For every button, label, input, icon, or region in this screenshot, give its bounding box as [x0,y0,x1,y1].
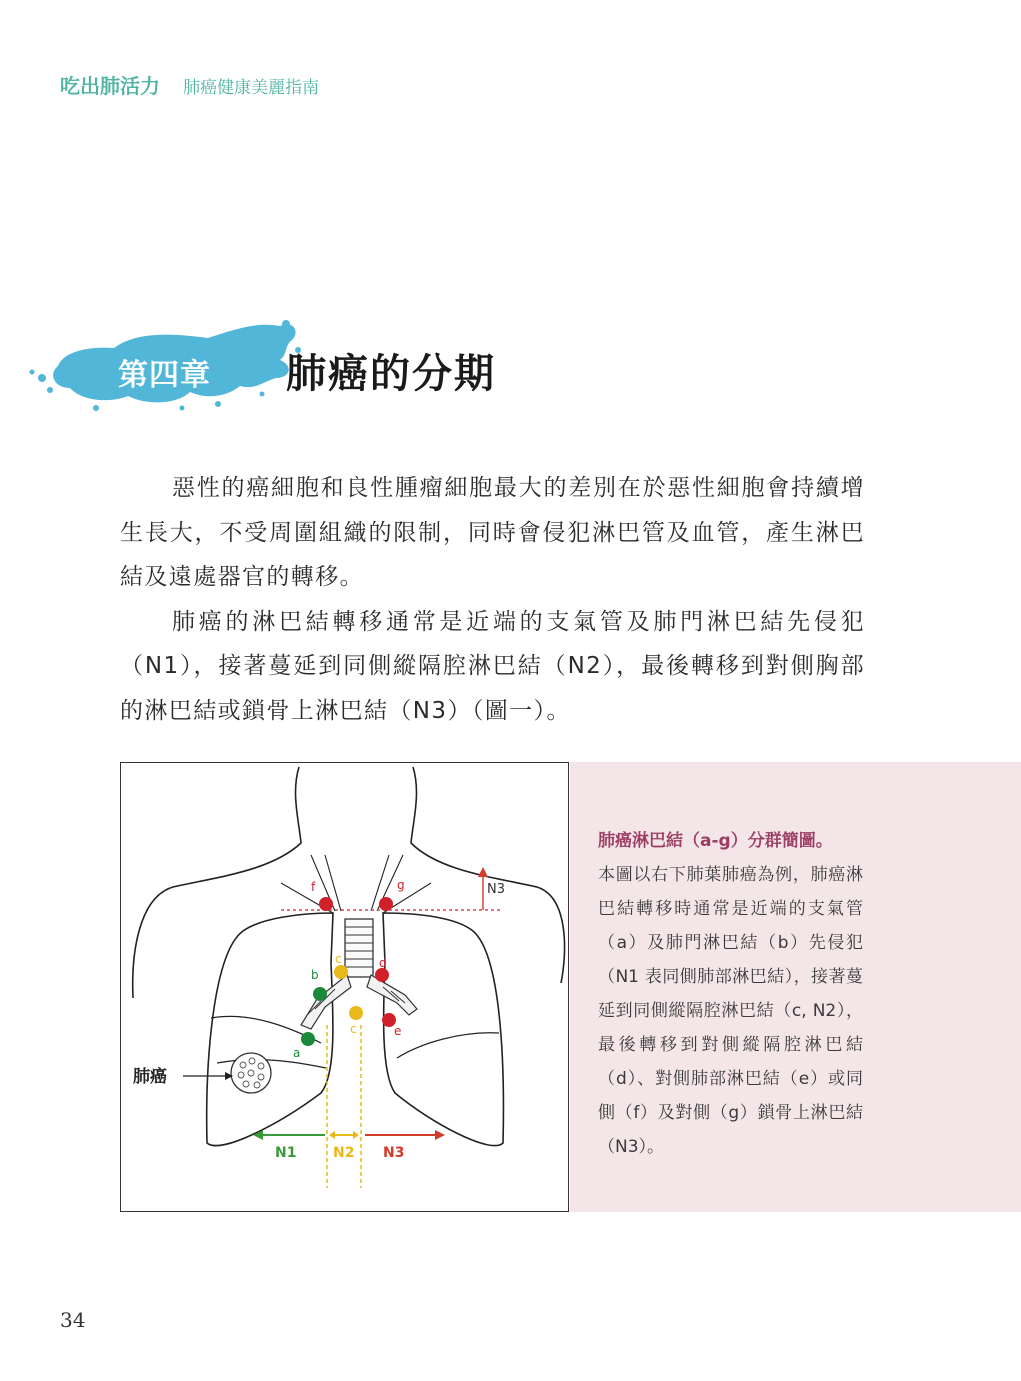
node-c-lower [349,1006,363,1020]
paragraph: 肺癌的淋巴結轉移通常是近端的支氣管及肺門淋巴結先侵犯（N1），接著蔓延到同側縱隔腔淋巴結（N2），最後轉移到對側胸部的淋巴結或鎖骨上淋巴結（N3）（圖一）。 [120,608,865,724]
node-label-c-upper: c [335,952,342,966]
n3-top-label: N3 [487,882,505,897]
page-number: 34 [60,1308,86,1332]
caption-text: 本圖以右下肺葉肺癌為例，肺癌淋巴結轉移時通常是近端的支氣管（a）及肺門淋巴結（b）先侵犯（N1 表同側肺部淋巴結），接著蔓延到同側縱隔腔淋巴結（c, N2），最後轉移到對側縱隔腔淋巴結（d）、對側肺部淋巴結（e）或同側（f）及對側（g）鎖骨上淋巴結（N3）。 [598,865,863,1157]
lung-fissure [397,1033,499,1058]
n3-label: N3 [383,1145,405,1161]
chapter-heading [18,316,538,416]
node-g [379,897,393,911]
node-f [319,897,333,911]
node-label-b: b [311,968,319,982]
figure-caption-panel [570,762,1021,1212]
body-outline [133,767,301,998]
node-a [301,1032,315,1046]
trachea [345,919,373,977]
body-outline [411,767,565,983]
node-b [313,987,327,1001]
running-head [60,70,319,99]
book-subtitle: 肺癌健康美麗指南 [183,78,320,98]
body-text [120,466,865,733]
lymph-node-diagram [120,762,569,1212]
caption-title: 肺癌淋巴結（a-g）分群簡圖。 [598,831,833,851]
book-title: 吃出肺活力 [60,74,160,98]
node-label-a: a [293,1046,301,1060]
node-label-c-lower: c [350,1022,357,1036]
n1-label: N1 [275,1145,297,1161]
tumor [231,1053,271,1093]
node-label-f: f [311,880,316,894]
bronchi [301,975,351,1029]
node-c-upper [334,965,348,979]
n2-label: N2 [333,1145,355,1161]
node-label-d: d [379,956,387,970]
node-label-g: g [397,878,405,892]
paragraph: 惡性的癌細胞和良性腫瘤細胞最大的差別在於惡性細胞會持續增生長大，不受周圍組織的限制，同時會侵犯淋巴管及血管，產生淋巴結及遠處器官的轉移。 [120,475,865,590]
node-d [375,968,389,982]
node-label-e: e [394,1024,402,1038]
right-lung-outline [207,913,333,1146]
chapter-number: 第四章 [118,358,211,393]
tumor-label: 肺癌 [133,1067,167,1087]
chapter-title: 肺癌的分期 [286,351,496,397]
